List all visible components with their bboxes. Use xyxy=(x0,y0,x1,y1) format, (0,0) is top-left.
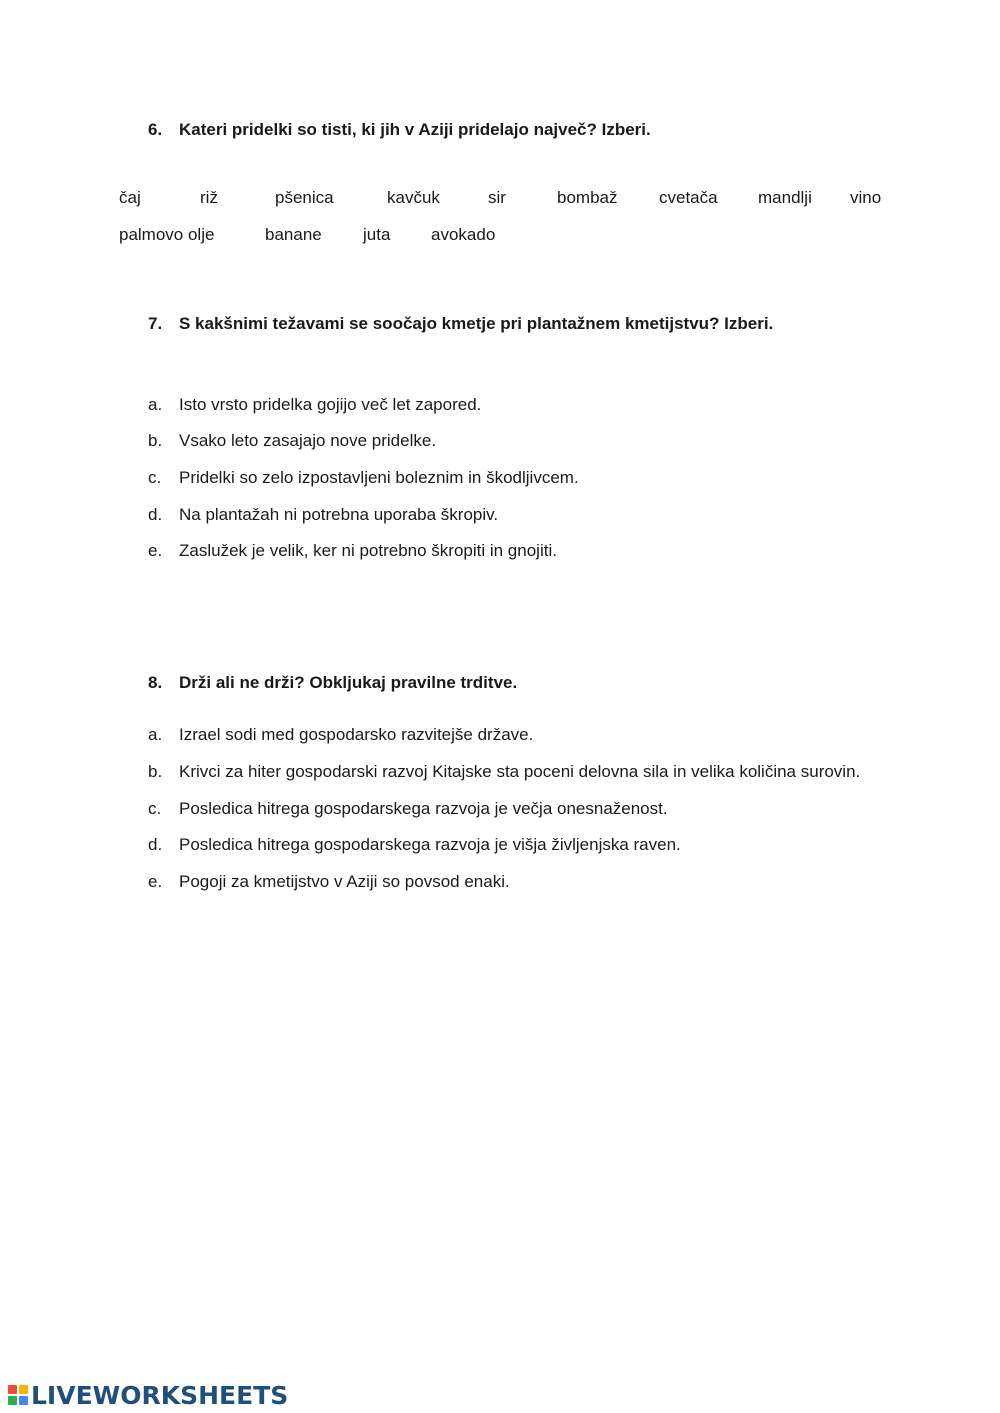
question-6-title xyxy=(148,120,651,140)
option-text: Posledica hitrega gospodarskega razvoja je višja življenjska raven. xyxy=(179,835,681,854)
word-option[interactable]: sir xyxy=(488,188,506,207)
word-option[interactable]: kavčuk xyxy=(387,188,440,207)
answer-option[interactable] xyxy=(148,762,860,782)
answer-option[interactable] xyxy=(148,395,481,415)
answer-option[interactable] xyxy=(148,505,498,525)
answer-option[interactable] xyxy=(148,835,681,855)
option-letter: a. xyxy=(148,725,163,744)
option-text: Pridelki so zelo izpostavljeni boleznim in škodljivcem. xyxy=(179,468,579,487)
logo-block xyxy=(8,1396,17,1405)
answer-option[interactable] xyxy=(148,872,510,892)
option-text: Krivci za hiter gospodarski razvoj Kitajske sta poceni delovna sila in velika količina surovin. xyxy=(179,762,861,781)
option-letter: b. xyxy=(148,431,163,450)
question-7-text: S kakšnimi težavami se soočajo kmetje pri plantažnem kmetijstvu? Izberi. xyxy=(179,314,774,333)
question-8-number: 8. xyxy=(148,673,163,692)
option-text: Na plantažah ni potrebna uporaba škropiv. xyxy=(179,505,499,524)
option-letter: a. xyxy=(148,395,163,414)
word-option[interactable]: čaj xyxy=(119,188,141,207)
answer-option[interactable] xyxy=(148,799,668,819)
option-letter: e. xyxy=(148,541,163,560)
option-letter: d. xyxy=(148,505,163,524)
liveworksheets-logo[interactable] xyxy=(8,1380,288,1410)
logo-block xyxy=(19,1385,28,1394)
option-letter: c. xyxy=(148,799,162,818)
word-option[interactable]: riž xyxy=(200,188,218,207)
option-letter: c. xyxy=(148,468,162,487)
logo-text: LIVEWORKSHEETS xyxy=(31,1380,289,1410)
word-option[interactable]: cvetača xyxy=(659,188,718,207)
question-7-title xyxy=(148,314,773,334)
option-letter: e. xyxy=(148,872,163,891)
option-text: Zaslužek je velik, ker ni potrebno škropiti in gnojiti. xyxy=(179,541,557,560)
option-letter: b. xyxy=(148,762,163,781)
word-option[interactable]: juta xyxy=(363,225,391,244)
logo-blocks-icon xyxy=(8,1385,28,1405)
question-7-number: 7. xyxy=(148,314,163,333)
question-6-text: Kateri pridelki so tisti, ki jih v Aziji pridelajo največ? Izberi. xyxy=(179,120,651,139)
question-8-text: Drži ali ne drži? Obkljukaj pravilne trditve. xyxy=(179,673,518,692)
option-text: Izrael sodi med gospodarsko razvitejše države. xyxy=(179,725,534,744)
answer-option[interactable] xyxy=(148,725,533,745)
option-letter: d. xyxy=(148,835,163,854)
word-option[interactable]: vino xyxy=(850,188,882,207)
option-text: Pogoji za kmetijstvo v Aziji so povsod enaki. xyxy=(179,872,510,891)
word-option[interactable]: palmovo olje xyxy=(119,225,215,244)
word-option[interactable]: mandlji xyxy=(758,188,812,207)
question-6-number: 6. xyxy=(148,120,163,139)
logo-block xyxy=(8,1385,17,1394)
answer-option[interactable] xyxy=(148,541,557,561)
option-text: Posledica hitrega gospodarskega razvoja je večja onesnaženost. xyxy=(179,799,668,818)
word-option[interactable]: pšenica xyxy=(275,188,334,207)
word-option[interactable]: avokado xyxy=(431,225,496,244)
answer-option[interactable] xyxy=(148,431,436,451)
word-option[interactable]: bombaž xyxy=(557,188,618,207)
option-text: Isto vrsto pridelka gojijo več let zapored. xyxy=(179,395,482,414)
logo-block xyxy=(19,1396,28,1405)
question-8-title xyxy=(148,673,517,693)
answer-option[interactable] xyxy=(148,468,579,488)
option-text: Vsako leto zasajajo nove pridelke. xyxy=(179,431,437,450)
word-option[interactable]: banane xyxy=(265,225,322,244)
